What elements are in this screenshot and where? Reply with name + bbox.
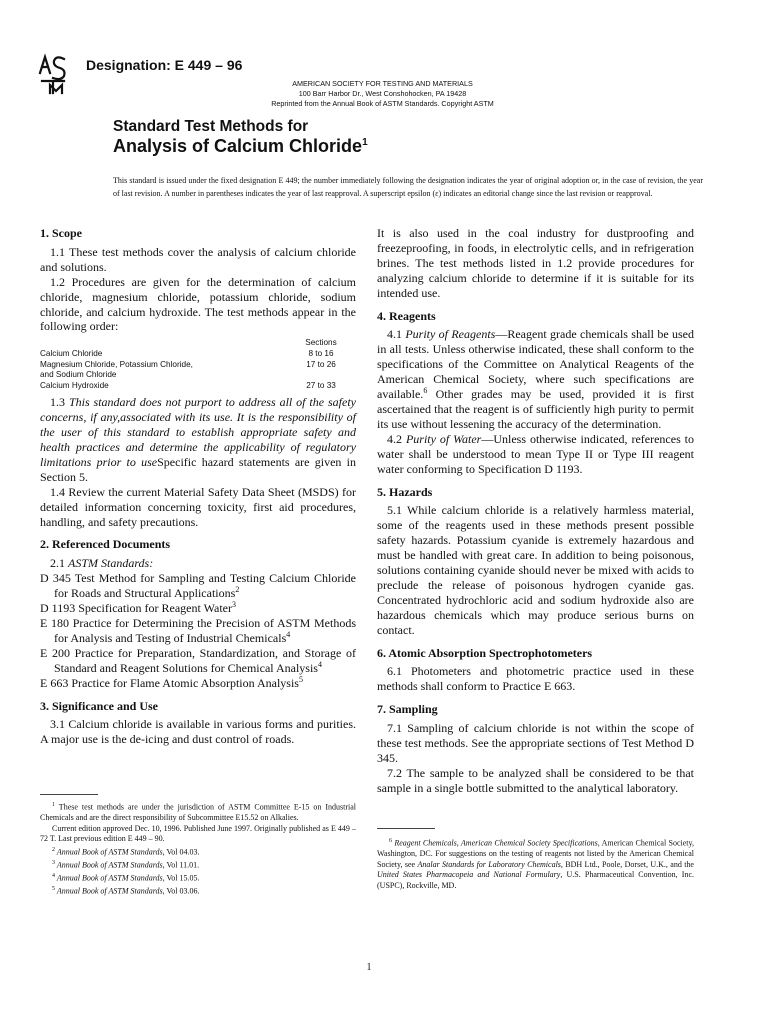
table-row xyxy=(40,370,356,381)
paragraph-4-2 xyxy=(377,432,694,477)
footnote-mark: 2 xyxy=(235,585,240,595)
publisher-address: 100 Barr Harbor Dr., West Conshohocken, PA 19428 xyxy=(298,88,467,98)
footnotes-right xyxy=(377,836,694,891)
reference-item xyxy=(40,601,356,616)
paragraph-number: 1.3 xyxy=(50,395,69,410)
table-cell: and Sodium Chloride xyxy=(40,370,117,380)
title-line-1: Standard Test Methods for xyxy=(113,118,309,135)
footnote-text: , Vol 04.03. xyxy=(162,847,200,857)
footnote-6 xyxy=(377,836,694,891)
footnote-text: , Vol 03.06. xyxy=(162,886,200,896)
run-in-heading: Purity of Water xyxy=(405,431,482,446)
paragraph-4-1 xyxy=(377,327,694,431)
safety-caveat: This standard does not purport to address all of the safety concerns, if any,associated with its use. It is the responsibility of the user of this standard to establish appropriate safety and health practices and determine the applicability of regulatory limitations prior to use xyxy=(40,395,357,469)
table-cell: Calcium Chloride xyxy=(40,348,103,358)
section-heading-reagents: 4. Reagents xyxy=(377,308,436,323)
paragraph-text: Specific hazard statements are given in Section 5. xyxy=(40,454,357,484)
footnote-mark: 2 xyxy=(52,846,55,853)
section-heading-scope: 1. Scope xyxy=(40,226,82,240)
astm-logo xyxy=(38,51,68,95)
table-row xyxy=(40,338,356,349)
footnote-text: , U.S. Pharmaceutical Convention, Inc. (USPC), Rockville, MD. xyxy=(377,870,694,890)
left-column xyxy=(40,226,356,747)
right-column xyxy=(377,226,694,796)
footnote-mark: 6 xyxy=(389,838,392,844)
section-heading-significance: 3. Significance and Use xyxy=(40,698,159,713)
designation: Designation: E 449 – 96 xyxy=(86,57,243,73)
run-in-heading: Purity of Reagents xyxy=(405,327,496,342)
footnote-title: United States Pharmacopeia and National Formulary xyxy=(377,870,561,880)
paragraph-2-1 xyxy=(40,556,356,571)
title-line-2 xyxy=(113,136,368,157)
reference-text: D 345 Test Method for Sampling and Testing Calcium Chloride for Roads and Structural Applications xyxy=(40,571,356,601)
footnote-mark: 6 xyxy=(423,386,428,396)
reference-item xyxy=(40,646,356,676)
section-heading-sampling: 7. Sampling xyxy=(377,702,438,717)
table-cell: Calcium Hydroxide xyxy=(40,380,109,390)
table-cell: 27 to 33 xyxy=(306,380,336,390)
footnote-text: , BDH Ltd., Poole, Dorset, U.K., and the xyxy=(560,859,694,869)
footnote-mark: 3 xyxy=(231,600,236,610)
footnote-mark: 4 xyxy=(52,872,55,879)
paragraph-number: 4.1 xyxy=(387,327,406,342)
paragraph-number: 4.2 xyxy=(387,431,406,446)
footnote-2 xyxy=(40,845,356,858)
footnote-title: Annual Book of ASTM Standards xyxy=(55,886,163,896)
paragraph-text: —Unless otherwise indicated, references to water shall be understood to mean Type II or Type III reagent water conforming to Specification D 1193. xyxy=(377,431,695,476)
footnote-mark: 5 xyxy=(52,886,55,893)
footnote-1b: Current edition approved Dec. 10, 1996. Published June 1997. Originally published as E 449 – 72 T. Last previous edition E 449 – 90. xyxy=(40,823,356,844)
publisher-name: AMERICAN SOCIETY FOR TESTING AND MATERIALS xyxy=(292,79,473,88)
footnote-title: Annual Book of ASTM Standards xyxy=(55,860,163,870)
footnote-mark: 3 xyxy=(52,859,55,866)
paragraph-text: —Reagent grade chemicals shall be used in all tests. Unless otherwise indicated, these shall conform to the specifications of the Committee on Analytical Reagents of the American Chemical Society, where such specifications are available. xyxy=(377,327,694,402)
footnote-mark: 1 xyxy=(52,802,55,808)
paragraph-7-2: 7.2 The sample to be analyzed shall be considered to be that sample in a single bottle submitted to the analytical laboratory. xyxy=(377,765,694,795)
footnote-title: Reagent Chemicals, American Chemical Society Specifications xyxy=(392,838,598,848)
footnote-text: , Vol 15.05. xyxy=(162,873,200,883)
reference-text: D 1193 Specification for Reagent Water xyxy=(40,601,232,616)
reference-item xyxy=(40,616,356,646)
reference-text: E 200 Practice for Preparation, Standardization, and Storage of Standard and Reagent Solutions for Chemical Analysis xyxy=(40,645,356,675)
section-heading-referenced-documents: 2. Referenced Documents xyxy=(40,537,171,552)
footnote-mark: 5 xyxy=(298,674,303,684)
sections-table xyxy=(40,338,356,391)
paragraph-7-1: 7.1 Sampling of calcium chloride is not within the scope of these test methods. See the appropriate sections of Test Method D 345. xyxy=(377,721,694,765)
table-row xyxy=(40,349,356,360)
table-cell: 8 to 16 xyxy=(308,348,334,358)
footnote-text: These test methods are under the jurisdiction of ASTM Committee E-15 on Industrial Chemicals and are the direct responsibility of Subcommittee E15.52 on Alkalies. xyxy=(40,802,356,823)
footnote-mark: 4 xyxy=(286,629,291,639)
section-heading-aas: 6. Atomic Absorption Spectrophotometers xyxy=(377,645,593,660)
paragraph-1-3 xyxy=(40,395,356,484)
paragraph-1-4: 1.4 Review the current Material Safety Data Sheet (MSDS) for detailed information concerning toxicity, first aid procedures, handling, and safety precautions. xyxy=(40,484,356,529)
issuance-notice: This standard is issued under the fixed designation E 449; the number immediately following the designation indicates the year of original adoption or, in the case of revision, the year of last revision. A number in parentheses indicates the year of last reapproval. A superscript epsilon (ε) indicates an editorial change since the last revision or reapproval. xyxy=(113,176,703,198)
footnote-title: Analar Standards for Laboratory Chemicals xyxy=(417,859,561,869)
footnote-4 xyxy=(40,871,356,884)
paragraph-6-1: 6.1 Photometers and photometric practice used in these methods shall conform to Practice E 663. xyxy=(377,664,694,694)
footnote-1 xyxy=(40,800,356,824)
footnote-mark: 4 xyxy=(317,659,322,669)
reference-item xyxy=(40,676,356,691)
paragraph-1-2: 1.2 Procedures are given for the determination of calcium chloride, magnesium chloride, potassium chloride, sodium chloride, and calcium hydroxide. The test methods appear in the following order: xyxy=(40,274,356,334)
footnote-title: Annual Book of ASTM Standards xyxy=(55,847,163,857)
paragraph-text: Other grades may be used, provided it is first ascertained that the reagent is of sufficiently high purity to permit its use without lessening the accuracy of the determination. xyxy=(377,387,694,431)
footnotes-left xyxy=(40,800,356,897)
table-cell: Magnesium Chloride, Potassium Chloride, xyxy=(40,359,193,369)
reference-text: E 180 Practice for Determining the Precision of ASTM Methods for Analysis and Testing of Industrial Chemicals xyxy=(40,616,356,645)
footnote-5 xyxy=(40,884,356,897)
reprint-notice: Reprinted from the Annual Book of ASTM Standards. Copyright ASTM xyxy=(271,98,494,108)
section-heading-hazards: 5. Hazards xyxy=(377,484,433,499)
footnote-divider xyxy=(377,828,435,829)
paragraph-5-1: 5.1 While calcium chloride is a relatively harmless material, some of the reagents used in these methods present possible safety hazards. Potassium cyanide is extremely hazardous and must be handled with great care. In addition to being poisonous, solutions containing cyanide should never be mixed with acids to preclude the release of poisonous hydrogen cyanide gas. Concentrated hydrochloric acid and sodium hydroxide also are hazardous chemicals which may produce serious burns on contact. xyxy=(377,503,694,637)
title-text: Analysis of Calcium Chloride xyxy=(113,136,363,156)
reference-item xyxy=(40,571,356,601)
paragraph-number: 2.1 xyxy=(50,556,68,571)
paragraph-1-1: 1.1 These test methods cover the analysis of calcium chloride and solutions. xyxy=(40,244,356,274)
paragraph-3-1: 3.1 Calcium chloride is available in various forms and purities. A major use is the de-icing and dust control of roads. xyxy=(40,717,356,747)
table-header: Sections xyxy=(305,338,337,348)
footnote-divider xyxy=(40,794,98,795)
footnote-text: , American Chemical Society, Washington, DC. For suggestions on the testing of reagents not listed by the American Chemical Society, see xyxy=(377,838,694,869)
table-cell xyxy=(286,370,356,381)
page-number: 1 xyxy=(366,962,372,973)
table-row xyxy=(40,381,356,392)
astm-standards-label: ASTM Standards: xyxy=(68,556,154,571)
reference-text: E 663 Practice for Flame Atomic Absorption Analysis xyxy=(40,675,299,690)
footnote-text: , Vol 11.01. xyxy=(162,860,200,870)
publisher-block xyxy=(250,79,515,108)
title-footnote-mark: 1 xyxy=(362,137,368,148)
footnote-title: Annual Book of ASTM Standards xyxy=(55,873,163,883)
paragraph-3-1-continued: It is also used in the coal industry for dustproofing and freezeproofing, in foods, in electrolytic cells, and in refrigeration brines. The test methods listed in 1.2 provide procedures for analyzing calcium chloride to determine if it is suitable for its intended use. xyxy=(377,226,694,300)
footnote-3 xyxy=(40,858,356,871)
table-cell: 17 to 26 xyxy=(306,359,336,369)
table-row xyxy=(40,360,356,371)
